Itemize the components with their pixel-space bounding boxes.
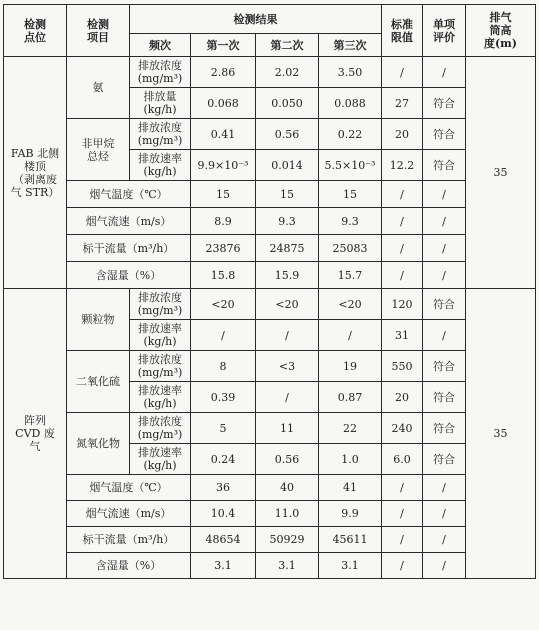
param-cell: 排放浓度 (mg/m³) — [130, 351, 191, 382]
limit-value: / — [382, 181, 423, 208]
table-row — [4, 208, 536, 235]
value-first: <20 — [191, 289, 256, 320]
value-first: 36 — [191, 475, 256, 501]
value-second: 15.9 — [256, 262, 319, 289]
value-second: 40 — [256, 475, 319, 501]
table-row — [4, 527, 536, 553]
value-first: 15 — [191, 181, 256, 208]
evaluation-value: / — [423, 208, 466, 235]
value-first: 8.9 — [191, 208, 256, 235]
value-third: / — [319, 320, 382, 351]
evaluation-value: / — [423, 57, 466, 88]
value-third: 9.3 — [319, 208, 382, 235]
value-third: 25083 — [319, 235, 382, 262]
value-third: 0.87 — [319, 382, 382, 413]
table-row — [4, 553, 536, 579]
limit-value: 31 — [382, 320, 423, 351]
header-results: 检测结果 — [130, 5, 382, 34]
monitoring-results-table — [3, 4, 536, 579]
table-row — [4, 289, 536, 320]
table-row — [4, 181, 536, 208]
value-second: <20 — [256, 289, 319, 320]
item-so2: 二氧化硫 — [67, 351, 130, 413]
header-point: 检测 点位 — [4, 5, 67, 57]
evaluation-value: / — [423, 501, 466, 527]
value-first: 0.24 — [191, 444, 256, 475]
param-cell: 标干流量（m³/h） — [67, 527, 191, 553]
table-row — [4, 235, 536, 262]
evaluation-value: 符合 — [423, 413, 466, 444]
limit-value: 120 — [382, 289, 423, 320]
value-second: 9.3 — [256, 208, 319, 235]
table-row — [4, 475, 536, 501]
value-first: 3.1 — [191, 553, 256, 579]
item-nox: 氮氧化物 — [67, 413, 130, 475]
value-second: 0.014 — [256, 150, 319, 181]
table-row — [4, 351, 536, 382]
header-limit: 标准 限值 — [382, 5, 423, 57]
evaluation-value: / — [423, 475, 466, 501]
limit-value: / — [382, 527, 423, 553]
value-third: 19 — [319, 351, 382, 382]
value-third: 3.1 — [319, 553, 382, 579]
param-cell: 含湿量（%） — [67, 262, 191, 289]
value-third: 45611 — [319, 527, 382, 553]
header-evaluation: 单项 评价 — [423, 5, 466, 57]
param-cell: 排放速率 (kg/h) — [130, 382, 191, 413]
table-row — [4, 57, 536, 88]
value-first: 0.39 — [191, 382, 256, 413]
value-first: 48654 — [191, 527, 256, 553]
evaluation-value: / — [423, 320, 466, 351]
table-row — [4, 119, 536, 150]
value-third: 22 — [319, 413, 382, 444]
value-second: / — [256, 320, 319, 351]
value-first: 2.86 — [191, 57, 256, 88]
limit-value: 20 — [382, 119, 423, 150]
evaluation-value: 符合 — [423, 88, 466, 119]
limit-value: 6.0 — [382, 444, 423, 475]
param-cell: 排放量 (kg/h) — [130, 88, 191, 119]
evaluation-value: 符合 — [423, 289, 466, 320]
table-row — [4, 501, 536, 527]
point-fab-north-roof: FAB 北侧 楼顶 （剥离废 气 STR） — [4, 57, 67, 289]
param-cell: 烟气流速（m/s） — [67, 208, 191, 235]
param-cell: 排放浓度 (mg/m³) — [130, 57, 191, 88]
limit-value: / — [382, 262, 423, 289]
value-first: 5 — [191, 413, 256, 444]
header-stack-height: 排气 筒高 度(m) — [466, 5, 536, 57]
header-third: 第三次 — [319, 34, 382, 57]
header-first: 第一次 — [191, 34, 256, 57]
limit-value: / — [382, 501, 423, 527]
limit-value: 20 — [382, 382, 423, 413]
limit-value: / — [382, 475, 423, 501]
limit-value: / — [382, 208, 423, 235]
evaluation-value: / — [423, 235, 466, 262]
value-second: / — [256, 382, 319, 413]
table-row — [4, 262, 536, 289]
point-array-cvd: 阵列 CVD 废 气 — [4, 289, 67, 579]
limit-value: / — [382, 57, 423, 88]
value-second: 15 — [256, 181, 319, 208]
param-cell: 烟气流速（m/s） — [67, 501, 191, 527]
value-third: 15.7 — [319, 262, 382, 289]
param-cell: 排放速率 (kg/h) — [130, 320, 191, 351]
item-nmhc: 非甲烷 总烃 — [67, 119, 130, 181]
limit-value: / — [382, 553, 423, 579]
param-cell: 排放浓度 (mg/m³) — [130, 119, 191, 150]
value-first: 0.41 — [191, 119, 256, 150]
value-first: / — [191, 320, 256, 351]
value-third: 15 — [319, 181, 382, 208]
param-cell: 含湿量（%） — [67, 553, 191, 579]
evaluation-value: / — [423, 527, 466, 553]
value-first: 9.9×10⁻³ — [191, 150, 256, 181]
param-cell: 烟气温度（℃） — [67, 475, 191, 501]
item-particulate: 颗粒物 — [67, 289, 130, 351]
limit-value: / — [382, 235, 423, 262]
evaluation-value: 符合 — [423, 351, 466, 382]
value-second: 11 — [256, 413, 319, 444]
limit-value: 550 — [382, 351, 423, 382]
value-second: 0.050 — [256, 88, 319, 119]
evaluation-value: 符合 — [423, 382, 466, 413]
item-ammonia: 氨 — [67, 57, 130, 119]
value-first: 15.8 — [191, 262, 256, 289]
evaluation-value: 符合 — [423, 119, 466, 150]
value-second: 24875 — [256, 235, 319, 262]
value-second: 0.56 — [256, 119, 319, 150]
value-first: 23876 — [191, 235, 256, 262]
evaluation-value: / — [423, 553, 466, 579]
table-row — [4, 413, 536, 444]
value-second: 50929 — [256, 527, 319, 553]
value-third: 3.50 — [319, 57, 382, 88]
value-third: 0.22 — [319, 119, 382, 150]
header-frequency: 频次 — [130, 34, 191, 57]
limit-value: 240 — [382, 413, 423, 444]
value-first: 8 — [191, 351, 256, 382]
limit-value: 27 — [382, 88, 423, 119]
value-second: <3 — [256, 351, 319, 382]
value-third: <20 — [319, 289, 382, 320]
param-cell: 标干流量（m³/h） — [67, 235, 191, 262]
value-third: 5.5×10⁻³ — [319, 150, 382, 181]
param-cell: 排放浓度 (mg/m³) — [130, 289, 191, 320]
value-third: 0.088 — [319, 88, 382, 119]
param-cell: 排放速率 (kg/h) — [130, 444, 191, 475]
stack-height-2: 35 — [466, 289, 536, 579]
value-second: 11.0 — [256, 501, 319, 527]
evaluation-value: 符合 — [423, 150, 466, 181]
header-second: 第二次 — [256, 34, 319, 57]
header-row-1 — [4, 5, 536, 34]
limit-value: 12.2 — [382, 150, 423, 181]
value-third: 9.9 — [319, 501, 382, 527]
value-first: 0.068 — [191, 88, 256, 119]
value-second: 3.1 — [256, 553, 319, 579]
header-item: 检测 项目 — [67, 5, 130, 57]
evaluation-value: 符合 — [423, 444, 466, 475]
param-cell: 排放浓度 (mg/m³) — [130, 413, 191, 444]
param-cell: 排放速率 (kg/h) — [130, 150, 191, 181]
evaluation-value: / — [423, 181, 466, 208]
value-second: 2.02 — [256, 57, 319, 88]
evaluation-value: / — [423, 262, 466, 289]
value-third: 41 — [319, 475, 382, 501]
stack-height-1: 35 — [466, 57, 536, 289]
param-cell: 烟气温度（℃） — [67, 181, 191, 208]
value-third: 1.0 — [319, 444, 382, 475]
value-second: 0.56 — [256, 444, 319, 475]
value-first: 10.4 — [191, 501, 256, 527]
